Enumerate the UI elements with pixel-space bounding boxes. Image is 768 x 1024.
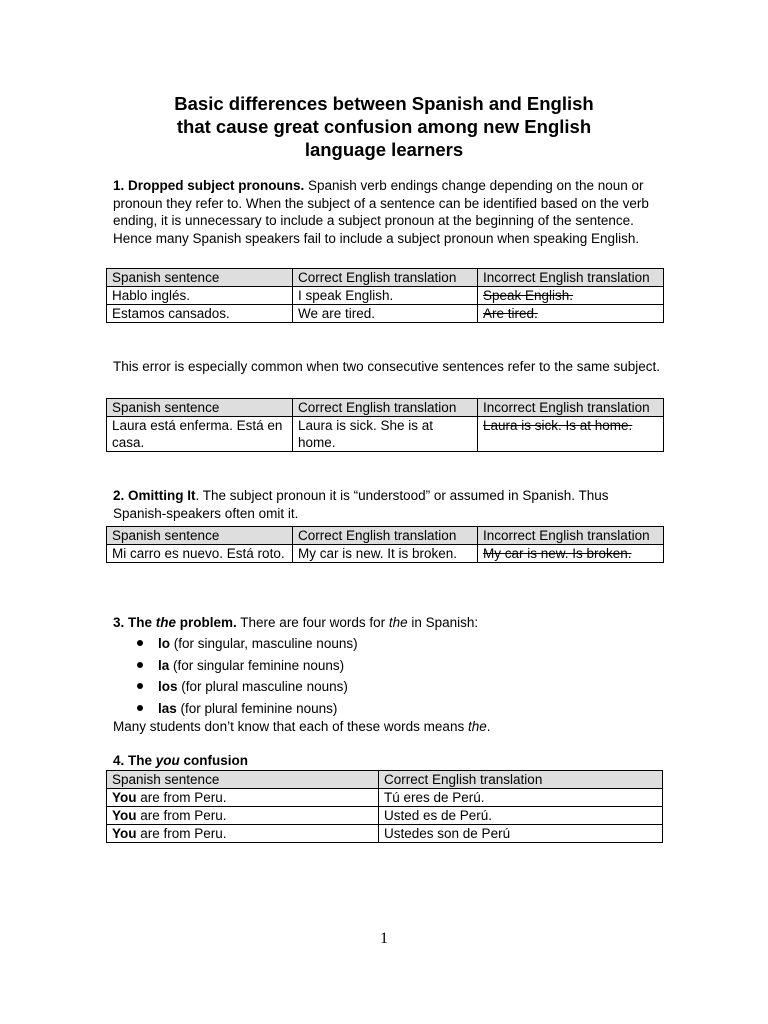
header-cell: Spanish sentence — [107, 527, 293, 545]
table-cell — [107, 789, 379, 807]
section-2-text: . The subject pronoun it is “understood” or assumed in Spanish. Thus Spanish-speakers often omit it. — [113, 488, 609, 521]
heading-text: 3. The — [113, 615, 156, 630]
header-cell: Correct English translation — [293, 399, 478, 417]
section-1-note: This error is especially common when two consecutive sentences refer to the same subject. — [113, 359, 660, 374]
bold-word: You — [112, 826, 137, 841]
list-item — [113, 655, 358, 677]
table-row — [107, 825, 663, 843]
header-cell: Incorrect English translation — [478, 527, 664, 545]
table-header-row — [107, 269, 664, 287]
table-consecutive-sentences — [106, 398, 664, 452]
title-line-1: Basic differences between Spanish and English — [174, 93, 594, 114]
bold-word: You — [112, 790, 137, 805]
closing-text: . — [486, 719, 491, 734]
article-word: los — [158, 679, 178, 694]
article-word: la — [158, 657, 170, 673]
table-cell: We are tired. — [293, 305, 478, 323]
header-cell: Correct English translation — [379, 771, 663, 789]
table-row — [107, 807, 663, 825]
table-cell: Mi carro es nuevo. Está roto. — [107, 545, 293, 563]
table-cell: Ustedes son de Perú — [379, 825, 663, 843]
table-cell: Hablo inglés. — [107, 287, 293, 305]
table-row — [107, 287, 664, 305]
table-row — [107, 417, 664, 452]
table-row — [107, 545, 664, 563]
heading-text: problem. — [176, 615, 237, 630]
table-cell: My car is new. It is broken. — [293, 545, 478, 563]
title-line-2: that cause great confusion among new English — [176, 116, 592, 137]
section-3-emphasis: the — [388, 615, 408, 630]
article-description: (for singular feminine nouns) — [169, 657, 345, 673]
header-cell: Correct English translation — [293, 269, 478, 287]
table-cell-strikethrough: Are tired. — [478, 305, 664, 323]
section-2-paragraph — [113, 487, 663, 522]
list-item — [113, 633, 358, 655]
table-header-row — [107, 527, 664, 545]
table-cell: Laura está enferma. Está en casa. — [107, 417, 293, 452]
heading-text: confusion — [179, 753, 249, 768]
closing-text: Many students don’t know that each of these words means — [113, 719, 468, 734]
table-cell: Estamos cansados. — [107, 305, 293, 323]
cell-text: are from Peru. — [136, 808, 227, 823]
table-cell: Usted es de Perú. — [379, 807, 663, 825]
article-list — [113, 633, 358, 719]
table-row — [107, 789, 663, 807]
cell-text: are from Peru. — [136, 826, 227, 841]
table-dropped-pronouns — [106, 268, 664, 323]
table-you-confusion — [106, 770, 663, 843]
section-4-heading — [113, 752, 663, 770]
list-item — [113, 698, 358, 720]
header-cell: Incorrect English translation — [478, 399, 664, 417]
section-3-text: There are four words for — [236, 615, 389, 630]
document-title — [106, 92, 662, 161]
header-cell: Spanish sentence — [107, 771, 379, 789]
article-description: (for singular, masculine nouns) — [170, 636, 358, 651]
table-cell-strikethrough: Speak English. — [478, 287, 664, 305]
table-omitting-it — [106, 526, 664, 563]
header-cell: Spanish sentence — [107, 269, 293, 287]
article-word: las — [158, 700, 177, 716]
section-3-text: in Spanish: — [407, 615, 479, 630]
section-3-closing — [113, 718, 663, 736]
table-cell — [107, 807, 379, 825]
table-row — [107, 305, 664, 323]
header-cell: Correct English translation — [293, 527, 478, 545]
section-1-paragraph — [113, 177, 663, 247]
table-cell — [107, 825, 379, 843]
table-header-row — [107, 399, 664, 417]
header-cell: Incorrect English translation — [478, 269, 664, 287]
section-3-heading — [113, 615, 237, 630]
table-cell: Laura is sick. She is at home. — [293, 417, 478, 452]
table-cell: Tú eres de Perú. — [379, 789, 663, 807]
heading-emphasis: you — [155, 753, 180, 768]
article-description: (for plural feminine nouns) — [176, 700, 338, 716]
article-description: (for plural masculine nouns) — [177, 679, 348, 694]
closing-emphasis: the — [467, 719, 487, 734]
table-cell-strikethrough: Laura is sick. Is at home. — [478, 417, 664, 452]
list-item — [113, 676, 358, 698]
bold-word: You — [112, 808, 137, 823]
heading-emphasis: the — [155, 615, 177, 630]
section-1-text: Spanish verb endings change depending on the noun or pronoun they refer to. When the subject of a sentence can be identified based on the verb ending, it is unnecessary to include a subject pronoun at the beginning of the sentence. Hence many Spanish speakers fail to include a subject pronoun when speaking English. — [113, 178, 649, 246]
table-cell: I speak English. — [293, 287, 478, 305]
table-cell-strikethrough: My car is new. Is broken. — [478, 545, 664, 563]
header-cell: Spanish sentence — [107, 399, 293, 417]
table-header-row — [107, 771, 663, 789]
section-3-paragraph — [113, 614, 663, 632]
page-number: 1 — [380, 930, 388, 947]
heading-text: 4. The — [113, 753, 156, 768]
title-line-3: language learners — [304, 139, 464, 160]
section-2-heading: 2. Omitting It — [113, 488, 196, 503]
article-word: lo — [158, 636, 170, 651]
section-1-heading: 1. Dropped subject pronouns. — [113, 178, 305, 193]
cell-text: are from Peru. — [136, 790, 227, 805]
